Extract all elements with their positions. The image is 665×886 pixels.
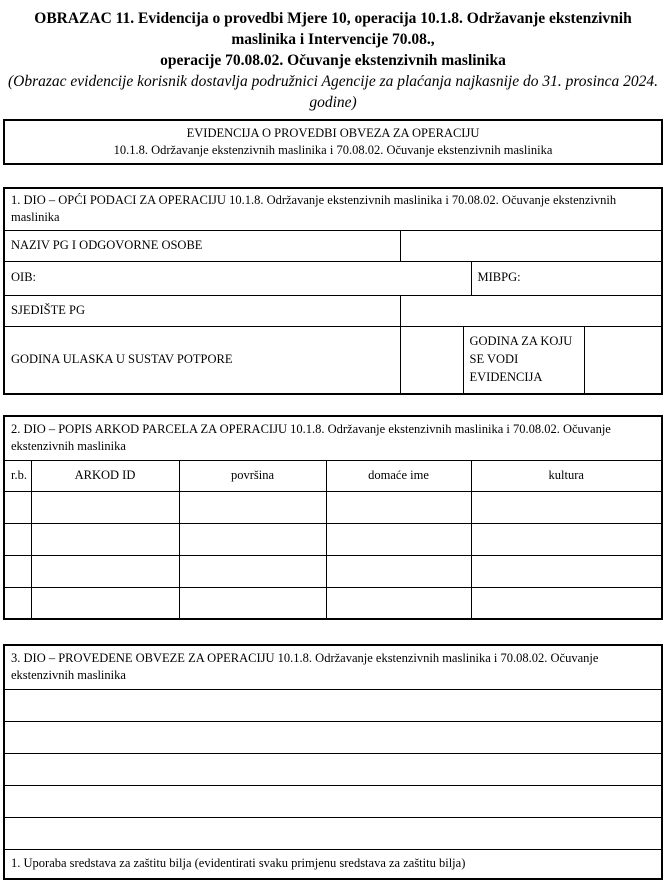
obligation-input-cell[interactable] [4, 785, 662, 817]
povrsina-input-cell[interactable] [179, 491, 326, 523]
obligation-input-cell[interactable] [4, 721, 662, 753]
table-row [4, 689, 662, 721]
table-row [4, 230, 662, 261]
godina-ulaska-input-cell[interactable] [400, 326, 463, 394]
povrsina-input-cell[interactable] [179, 587, 326, 619]
column-header-arkod-id: ARKOD ID [31, 460, 179, 491]
section2-arkod-parcels-table [3, 415, 663, 620]
sjediste-pg-input-cell[interactable] [400, 295, 662, 326]
sjediste-pg-label: SJEDIŠTE PG [4, 295, 400, 326]
section1-title: 1. DIO – OPĆI PODACI ZA OPERACIJU 10.1.8. Održavanje ekstenzivnih maslinika i 70.08.02. Očuvanje ekstenzivnih maslinika [4, 188, 662, 230]
table-row [4, 555, 662, 587]
page-subtitle-note: (Obrazac evidencije korisnik dostavlja podružnici Agencije za plaćanja najkasnije do 31. prosinca 2024. godine) [7, 73, 659, 111]
rb-input-cell[interactable] [4, 523, 31, 555]
table-row [4, 261, 662, 295]
rb-input-cell[interactable] [4, 491, 31, 523]
povrsina-input-cell[interactable] [179, 523, 326, 555]
evidence-header-line2: 10.1.8. Održavanje ekstenzivnih maslinika i 70.08.02. Očuvanje ekstenzivnih maslinika [113, 143, 553, 157]
page-title-line1: OBRAZAC 11. Evidencija o provedbi Mjere 10, operacija 10.1.8. Održavanje ekstenzivnih maslinika i Intervencije 70.08., [34, 10, 632, 48]
godina-evidencije-input-cell[interactable] [584, 326, 662, 394]
section2-title-row [4, 416, 662, 460]
table-row [4, 523, 662, 555]
table-row [4, 785, 662, 817]
section3-note-row [4, 849, 662, 879]
section2-title: 2. DIO – POPIS ARKOD PARCELA ZA OPERACIJU 10.1.8. Održavanje ekstenzivnih maslinika i 70.08.02. Očuvanje ekstenzivnih maslinika [4, 416, 662, 460]
column-header-rb: r.b. [4, 460, 31, 491]
arkod-id-input-cell[interactable] [31, 491, 179, 523]
rb-input-cell[interactable] [4, 555, 31, 587]
evidence-header-box [3, 119, 663, 165]
table-row [4, 817, 662, 849]
kultura-input-cell[interactable] [471, 491, 662, 523]
table-row [4, 721, 662, 753]
section3-title-row [4, 645, 662, 689]
naziv-pg-label: NAZIV PG I ODGOVORNE OSOBE [4, 230, 400, 261]
table-row [4, 753, 662, 785]
obligation-input-cell[interactable] [4, 753, 662, 785]
section1-general-data-table [3, 187, 663, 395]
page-title-line2: operacije 70.08.02. Očuvanje ekstenzivnih maslinika [160, 52, 506, 69]
evidence-header-line1: EVIDENCIJA O PROVEDBI OBVEZA ZA OPERACIJU [186, 126, 480, 140]
column-header-kultura: kultura [471, 460, 662, 491]
naziv-pg-input-cell[interactable] [400, 230, 662, 261]
godina-ulaska-label: GODINA ULASKA U SUSTAV POTPORE [4, 326, 400, 394]
table-row [4, 491, 662, 523]
obligation-input-cell[interactable] [4, 817, 662, 849]
column-header-povrsina: površina [179, 460, 326, 491]
arkod-id-input-cell[interactable] [31, 523, 179, 555]
table-row [4, 295, 662, 326]
kultura-input-cell[interactable] [471, 587, 662, 619]
povrsina-input-cell[interactable] [179, 555, 326, 587]
uporaba-sredstava-label: 1. Uporaba sredstava za zaštitu bilja (evidentirati svaku primjenu sredstava za zaštitu bilja) [4, 849, 662, 879]
godina-evidencije-label: GODINA ZA KOJU SE VODI EVIDENCIJA [463, 326, 584, 394]
rb-input-cell[interactable] [4, 587, 31, 619]
page-title [3, 8, 663, 71]
section3-obligations-table [3, 644, 663, 880]
arkod-id-input-cell[interactable] [31, 587, 179, 619]
obligation-input-cell[interactable] [4, 689, 662, 721]
mibpg-input-cell[interactable]: MIBPG: [471, 261, 662, 295]
domace-ime-input-cell[interactable] [326, 491, 471, 523]
section1-title-row [4, 188, 662, 230]
domace-ime-input-cell[interactable] [326, 523, 471, 555]
oib-input-cell[interactable]: OIB: [4, 261, 471, 295]
arkod-id-input-cell[interactable] [31, 555, 179, 587]
kultura-input-cell[interactable] [471, 555, 662, 587]
domace-ime-input-cell[interactable] [326, 587, 471, 619]
section3-title: 3. DIO – PROVEDENE OBVEZE ZA OPERACIJU 10.1.8. Održavanje ekstenzivnih maslinika i 70.08.02. Očuvanje ekstenzivnih maslinika [4, 645, 662, 689]
table-row [4, 326, 662, 394]
domace-ime-input-cell[interactable] [326, 555, 471, 587]
table-row [4, 587, 662, 619]
section2-header-row [4, 460, 662, 491]
column-header-domace-ime: domaće ime [326, 460, 471, 491]
kultura-input-cell[interactable] [471, 523, 662, 555]
